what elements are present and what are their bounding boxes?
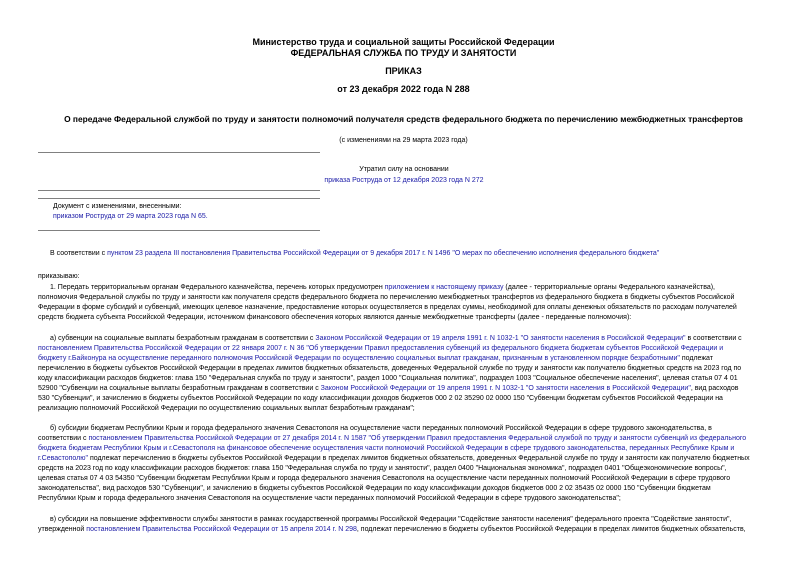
- appendix-link[interactable]: приложением к настоящему приказу: [384, 284, 504, 291]
- ministry-name: Министерство труда и социальной защиты Российской Федерации: [252, 37, 555, 47]
- preamble: [38, 249, 770, 259]
- divider: [38, 190, 320, 191]
- resolution-link[interactable]: постановлением Правительства Российской Федерации от 27 декабря 2014 г. N 1587 "Об утверждении Правил предоставления Федеральной службой по труду и занятости субвенций из федерального: [88, 435, 747, 442]
- paragraph-1: 1. Передать территориальным органам Федерального казначейства, перечень которых предусмотрен приложением к настоящему приказу (далее - территориальные органы Федерального казначейства), полномочия Федеральной службы по труду и занятости как получателя средств федерального бюджета по перечислению межбюджетных трансфертов из федерального бюджета в бюджеты субъектов Российской Федерации в форме субсидий и субвенций, имеющих целевое назначение, предоставление которых осуществляется в пределах суммы, необходимой для оплаты денежных обязательств по расходам получателей средств бюджета субъекта Российской Федерации, источником финансового обеспечения которых являются данные межбюджетные трансферты (далее - переданные полномочия):: [38, 284, 737, 321]
- resolution-link[interactable]: постановлением Правительства Российской Федерации от 15 апреля 2014 г. N 298: [86, 526, 357, 533]
- doc-date-number: от 23 декабря 2022 года N 288: [337, 84, 470, 94]
- resolution-link[interactable]: бюджета бюджетам Республики Крым и г.Севастополя на финансовое обеспечение осуществления части полномочий Российской Федерации в сфере трудового законодательства, переданных Республике Крым и: [38, 445, 735, 452]
- law-link[interactable]: Законом Российской Федерации от 19 апреля 1991 г. N 1032-1 "О занятости населения в Российской Федерации": [315, 335, 686, 342]
- changes-link[interactable]: приказом Роструда от 29 марта 2023 года N 65.: [53, 213, 208, 220]
- divider: [38, 198, 320, 199]
- resolution-link[interactable]: бюджету г.Байконура на осуществление переданного полномочия Российской Федерации по осуществлению социальных выплат гражданам, признанным в установленном порядке безработными": [38, 355, 680, 362]
- revision-note: (с изменениями на 29 марта 2023 года): [339, 137, 468, 144]
- divider: [38, 152, 320, 153]
- preamble-text: В соответствии с: [50, 250, 108, 257]
- resolution-link[interactable]: г.Севастополю": [38, 455, 88, 462]
- doc-type: ПРИКАЗ: [385, 66, 422, 76]
- changes-label: Документ с изменениями, внесенными:: [53, 203, 182, 210]
- divider: [38, 230, 320, 231]
- paragraph-c: в) субсидии на повышение эффективности службы занятости в рамках государственной программы Российской Федерации "Содействие занятости населения" федерального проекта "Содействие занятости", утвержденной постановлением Правительства Российской Федерации от 15 апреля 2014 г. N 298, подлежат перечислению в бюджеты субъектов Российской Федерации в пределах лимитов бюджетных обязательств,: [38, 516, 746, 533]
- page-title: О передаче Федеральной службой по труду и занятости полномочий получателя средств федерального бюджета по перечислению межбюджетных трансфертов: [64, 114, 743, 124]
- resolution-link[interactable]: постановлением Правительства Российской Федерации от 22 января 2007 г. N 36 "Об утверждении Правил предоставления субвенций из федерального бюджета бюджетам субъектов Российской Федерации и: [38, 345, 724, 352]
- preamble-link[interactable]: пунктом 23 раздела III постановления Правительства Российской Федерации от 9 декабря 2017 г. N 1496 "О мерах по обеспечению исполнения федерального бюджета": [107, 250, 660, 257]
- paragraph-a: а) субвенции на социальные выплаты безработным гражданам в соответствии с Законом Российской Федерации от 19 апреля 1991 г. N 1032-1 "О занятости населения в Российской Федерации" в соответствии с постановлением Правительства Российской Федерации от 22 января 2007 г. N 36 "Об утверждении Правил предоставления субвенций из федерального бюджета бюджетам субъектов Российской Федерации и бюджету г.Байконура на осуществление переданного полномочия Российской Федерации по осуществлению социальных выплат гражданам, признанным в установленном порядке безработными" подлежат перечислению в бюджеты субъектов Российской Федерации в пределах лимитов бюджетных обязательств, доведенных Федеральной службе по труду и занятости как получателю бюджетных средств на 2023 год по коду классификации расходов бюджетов: глава 150 "Федеральная служба по труду и занятости", раздел 1000 "Социальная политика", подраздел 1003 "Социальное обеспечение населения", целевая статья 07 4 01 52900 "Субвенции на социальные выплаты безработным гражданам в соответствии с Законом Российской Федерации от 19 апреля 1991 г. N 1032-1 "О занятости населения в Российской Федерации", вид расходов 530 "Субвенции", и зачислению в бюджеты субъектов Российской Федерации по коду классификации доходов бюджетов 000 2 02 35290 02 0000 150 "Субвенции бюджетам субъектов Российской Федерации на реализацию полномочий Российской Федерации по осуществлению социальных выплат безработным гражданам";: [38, 334, 770, 414]
- service-name: ФЕДЕРАЛЬНАЯ СЛУЖБА ПО ТРУДУ И ЗАНЯТОСТИ: [290, 48, 517, 58]
- order-word: приказываю:: [38, 273, 80, 280]
- lost-force-link[interactable]: приказа Роструда от 12 декабря 2023 года N 272: [324, 177, 484, 184]
- lost-force-label: Утратил силу на основании: [359, 166, 449, 173]
- law-link[interactable]: Законом Российской Федерации от 19 апреля 1991 г. N 1032-1 "О занятости населения в Российской Федерации": [320, 385, 691, 392]
- paragraph-b: б) субсидии бюджетам Республики Крым и города федерального значения Севастополя на осуществление части переданных полномочий Российской Федерации в сфере трудового законодательства, в соответствии с постановлением Правительства Российской Федерации от 27 декабря 2014 г. N 1587 "Об утверждении Правил предоставления Федеральной службой по труду и занятости субвенций из федерального бюджета бюджетам Республики Крым и г.Севастополя на финансовое обеспечение осуществления части полномочий Российской Федерации в сфере трудового законодательства, переданных Республике Крым и г.Севастополю" подлежат перечислению в бюджеты субъектов Российской Федерации в пределах лимитов бюджетных обязательств, доведенных Федеральной службе по труду и занятости как получателю бюджетных средств на 2023 год по коду классификации расходов бюджетов: глава 150 "Федеральная служба по труду и занятости", раздел 0400 "Национальная экономика", подраздел 0401 "Общеэкономические вопросы", целевая статья 07 4 03 54350 "Субвенции бюджетам Республики Крым и города федерального значения Севастополя на осуществление части переданных полномочий Российской Федерации в сфере трудового законодательства", вид расходов 530 "Субвенции", и зачислению в бюджеты субъектов Российской Федерации по коду классификации доходов бюджетов 000 2 02 35435 02 0000 150 "Субвенции бюджетам Республики Крым и города федерального значения Севастополя на осуществление части переданных полномочий Российской Федерации в сфере трудового законодательства";: [38, 424, 770, 504]
